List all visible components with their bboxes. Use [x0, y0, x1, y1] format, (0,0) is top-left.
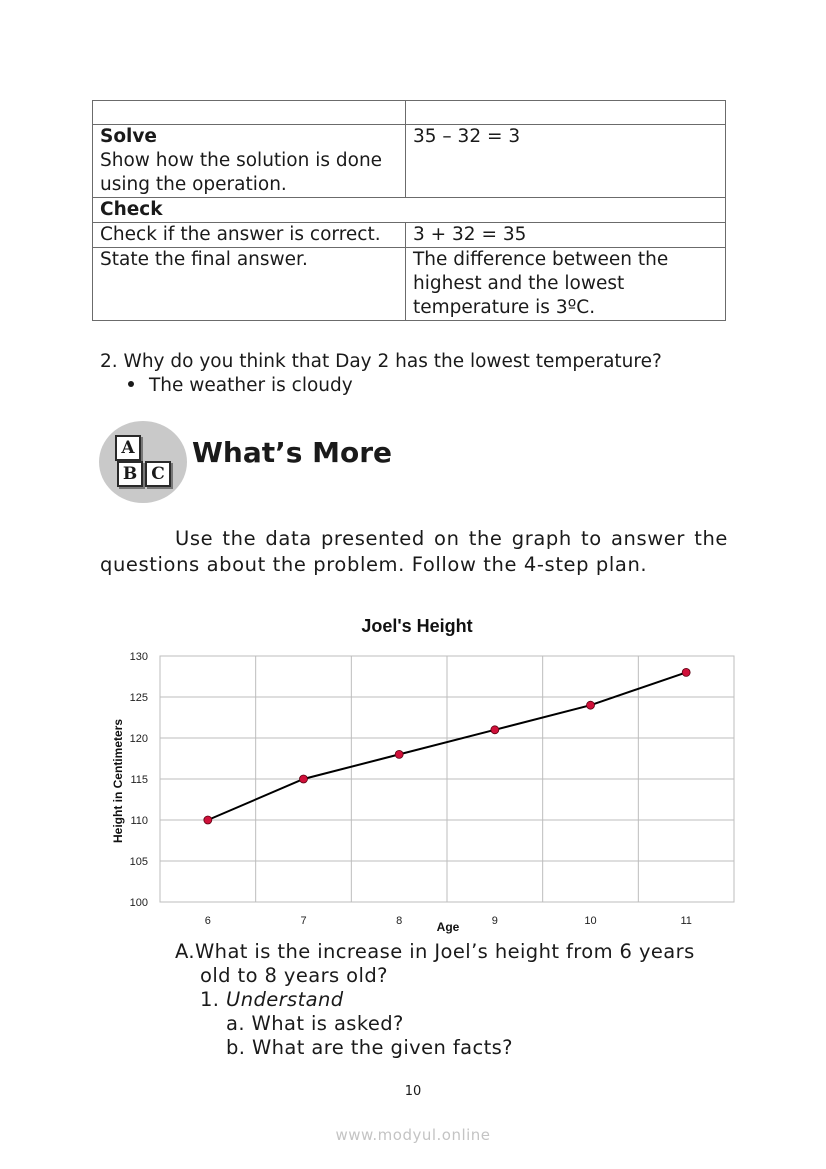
table-row — [93, 101, 726, 125]
data-point — [204, 816, 212, 824]
sub-question-a: a. What is asked? — [226, 1012, 404, 1035]
abc-blocks-icon — [99, 421, 187, 503]
chart-title: Joel's Height — [361, 616, 473, 636]
table-row — [93, 223, 726, 248]
y-tick-label: 100 — [129, 897, 148, 909]
chart-grid — [160, 656, 734, 902]
step-heading-check: Check — [100, 199, 163, 220]
x-tick-label: 10 — [584, 915, 597, 927]
table-cell — [93, 223, 406, 248]
question-2: 2. Why do you think that Day 2 has the lowest temperature? — [100, 351, 662, 372]
data-point — [587, 701, 595, 709]
x-axis-label: Age — [436, 920, 460, 934]
x-tick-label: 8 — [396, 915, 403, 927]
step-description: Check if the answer is correct. — [100, 224, 381, 245]
y-tick-label: 105 — [129, 856, 148, 868]
question-a — [175, 940, 695, 964]
instructions: Use the data presented on the graph to answer the questions about the problem. Follow the 4-step plan. — [100, 527, 728, 576]
step-heading-solve: Solve — [100, 126, 157, 147]
data-point — [300, 775, 308, 783]
table-row — [93, 125, 726, 198]
block-a: A — [115, 435, 141, 461]
y-tick-label: 115 — [130, 774, 148, 786]
data-point — [395, 750, 403, 758]
table-cell — [93, 101, 406, 125]
x-tick-label: 9 — [491, 915, 498, 927]
y-tick-label: 120 — [129, 733, 148, 745]
step-answer: The difference between the highest and the lowest temperature is 3ºC. — [413, 249, 669, 318]
table-cell — [406, 101, 726, 125]
y-axis-label: Height in Centimeters — [111, 718, 125, 844]
x-tick-label: 6 — [204, 915, 211, 927]
chart-ticks — [130, 651, 692, 927]
question-2-answer: The weather is cloudy — [149, 375, 353, 396]
table-cell — [406, 223, 726, 248]
table-row — [93, 198, 726, 223]
x-tick-label: 11 — [680, 915, 692, 927]
sub-question-b: b. What are the given facts? — [226, 1036, 513, 1059]
step-description: Show how the solution is done using the operation. — [100, 150, 383, 195]
block-b: B — [117, 461, 143, 487]
data-point — [491, 726, 499, 734]
block-c: C — [145, 461, 171, 487]
step-description: State the final answer. — [100, 249, 308, 270]
y-tick-label: 130 — [129, 651, 148, 663]
table-cell — [93, 125, 406, 198]
watermark: www.modyul.online — [335, 1126, 491, 1144]
table-cell — [93, 198, 726, 223]
page-number: 10 — [404, 1084, 422, 1099]
line-chart — [100, 606, 750, 938]
list-item — [128, 374, 353, 398]
step-title: Understand — [226, 988, 344, 1011]
table-cell — [406, 125, 726, 198]
section-title: What’s More — [192, 436, 393, 469]
step-answer: 3 + 32 = 35 — [413, 224, 527, 245]
step-answer: 35 – 32 = 3 — [413, 126, 521, 147]
table-row — [93, 248, 726, 321]
table-cell — [406, 248, 726, 321]
question-a-label: A. — [175, 940, 195, 963]
x-tick-label: 7 — [300, 915, 307, 927]
step-understand — [200, 988, 344, 1012]
table-cell — [93, 248, 406, 321]
y-tick-label: 110 — [130, 815, 148, 827]
question-a-line1: What is the increase in Joel’s height from 6 years — [195, 940, 695, 963]
y-tick-label: 125 — [129, 692, 148, 704]
question-a-line2: old to 8 years old? — [200, 964, 388, 987]
step-number: 1. — [200, 988, 227, 1011]
bullet-icon — [128, 381, 134, 387]
four-step-plan-table — [92, 100, 726, 321]
data-point — [682, 668, 690, 676]
